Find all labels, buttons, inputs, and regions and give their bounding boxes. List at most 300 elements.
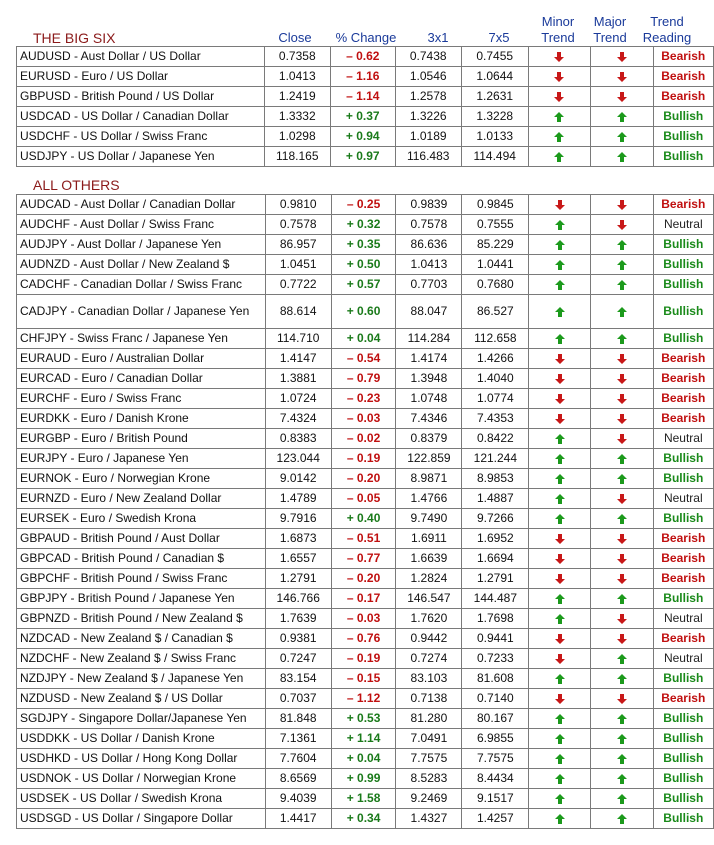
down-arrow-icon: [616, 69, 628, 83]
table-row: [17, 469, 714, 489]
close-cell: 0.7722: [265, 275, 331, 295]
trend-reading-cell: Bullish: [653, 469, 713, 489]
trend-reading-cell: Bearish: [653, 689, 713, 709]
minor-trend-cell: [529, 609, 591, 629]
trend-reading-cell: Bullish: [653, 709, 713, 729]
minor-trend-header-line1: Minor: [541, 14, 575, 29]
value-3x1-cell: 8.5283: [396, 769, 462, 789]
major-trend-cell: [591, 127, 653, 147]
up-arrow-icon: [554, 491, 566, 505]
trend-reading-cell: Bearish: [653, 195, 713, 215]
down-arrow-icon: [616, 691, 628, 705]
value-3x1-cell: 1.4174: [396, 349, 462, 369]
close-cell: 118.165: [264, 147, 330, 167]
table-row: [17, 255, 714, 275]
down-arrow-icon: [616, 551, 628, 565]
change-cell: – 1.14: [330, 87, 395, 107]
value-3x1-cell: 1.3226: [395, 107, 461, 127]
up-arrow-icon: [554, 711, 566, 725]
table-row: [17, 429, 714, 449]
pair-name-cell: CADCHF - Canadian Dollar / Swiss Franc: [17, 275, 266, 295]
change-cell: + 0.99: [331, 769, 396, 789]
close-cell: 88.614: [265, 295, 331, 329]
down-arrow-icon: [616, 431, 628, 445]
trend-reading-cell: Bearish: [653, 67, 714, 87]
minor-trend-cell: [529, 549, 591, 569]
up-arrow-icon: [554, 257, 566, 271]
close-cell: 7.1361: [265, 729, 331, 749]
minor-trend-cell: [529, 275, 591, 295]
change-cell: – 0.03: [331, 609, 396, 629]
value-7x5-cell: 0.7233: [462, 649, 529, 669]
change-cell: + 0.57: [331, 275, 396, 295]
value-7x5-cell: 0.7555: [462, 215, 529, 235]
value-3x1-cell: 1.0413: [396, 255, 462, 275]
down-arrow-icon: [553, 49, 565, 63]
value-3x1-cell: 116.483: [395, 147, 461, 167]
major-trend-cell: [591, 789, 653, 809]
value-3x1-cell: 88.047: [396, 295, 462, 329]
value-3x1-cell: 0.7438: [395, 47, 461, 67]
value-3x1-cell: 0.8379: [396, 429, 462, 449]
trend-reading-cell: Bearish: [653, 409, 713, 429]
table-row: [17, 87, 714, 107]
up-arrow-icon: [554, 811, 566, 825]
down-arrow-icon: [616, 531, 628, 545]
value-7x5-cell: 8.9853: [462, 469, 529, 489]
major-trend-cell: [591, 689, 653, 709]
pair-name-cell: AUDNZD - Aust Dollar / New Zealand $: [17, 255, 266, 275]
trend-reading-cell: Bullish: [653, 509, 713, 529]
major-trend-cell: [591, 409, 653, 429]
down-arrow-icon: [616, 391, 628, 405]
pair-name-cell: USDSEK - US Dollar / Swedish Krona: [17, 789, 266, 809]
major-trend-header-line1: Major: [593, 14, 627, 29]
table-row: [17, 609, 714, 629]
big-six-table: [16, 46, 714, 167]
close-cell: 1.4789: [265, 489, 331, 509]
value-3x1-cell: 1.7620: [396, 609, 462, 629]
trend-reading-header-line2: Reading: [642, 30, 692, 45]
table-row: [17, 67, 714, 87]
close-cell: 1.0724: [265, 389, 331, 409]
major-trend-cell: [591, 107, 653, 127]
pair-name-cell: EURDKK - Euro / Danish Krone: [17, 409, 266, 429]
major-trend-cell: [591, 429, 653, 449]
down-arrow-icon: [553, 69, 565, 83]
up-arrow-icon: [554, 217, 566, 231]
trend-reading-cell: Neutral: [653, 489, 713, 509]
change-cell: – 0.76: [331, 629, 396, 649]
minor-trend-cell: [529, 649, 591, 669]
down-arrow-icon: [553, 89, 565, 103]
value-3x1-cell: 7.0491: [396, 729, 462, 749]
pair-name-cell: USDHKD - US Dollar / Hong Kong Dollar: [17, 749, 266, 769]
close-cell: 0.7247: [265, 649, 331, 669]
trend-reading-cell: Bearish: [653, 529, 713, 549]
pair-name-cell: AUDCHF - Aust Dollar / Swiss Franc: [17, 215, 266, 235]
major-trend-cell: [591, 255, 653, 275]
close-cell: 1.6557: [265, 549, 331, 569]
trend-reading-cell: Bullish: [653, 669, 713, 689]
down-arrow-icon: [554, 551, 566, 565]
table-row: [17, 549, 714, 569]
major-trend-cell: [591, 549, 653, 569]
down-arrow-icon: [616, 611, 628, 625]
table-row: [17, 589, 714, 609]
major-trend-cell: [591, 729, 653, 749]
value-7x5-cell: 0.9441: [462, 629, 529, 649]
close-cell: 0.7037: [265, 689, 331, 709]
up-arrow-icon: [553, 129, 565, 143]
minor-trend-header-line2: Trend: [541, 30, 575, 45]
value-7x5-cell: 0.7140: [462, 689, 529, 709]
value-3x1-cell: 1.0546: [395, 67, 461, 87]
change-cell: – 1.12: [331, 689, 396, 709]
minor-trend-cell: [529, 295, 591, 329]
value-3x1-cell: 1.0748: [396, 389, 462, 409]
trend-reading-cell: Bullish: [653, 449, 713, 469]
down-arrow-icon: [554, 531, 566, 545]
value-3x1-cell: 146.547: [396, 589, 462, 609]
pair-name-cell: EURCHF - Euro / Swiss Franc: [17, 389, 266, 409]
value-7x5-cell: 1.6694: [462, 549, 529, 569]
value-7x5-cell: 114.494: [461, 147, 528, 167]
trend-reading-cell: Bearish: [653, 47, 714, 67]
table-row: [17, 769, 714, 789]
trend-reading-cell: Bullish: [653, 255, 713, 275]
down-arrow-icon: [554, 651, 566, 665]
change-cell: – 0.19: [331, 449, 396, 469]
trend-reading-cell: Neutral: [653, 215, 713, 235]
down-arrow-icon: [554, 351, 566, 365]
value-3x1-cell: 1.2824: [396, 569, 462, 589]
up-arrow-icon: [616, 451, 628, 465]
minor-trend-cell: [529, 569, 591, 589]
value-7x5-cell: 1.7698: [462, 609, 529, 629]
change-cell: – 0.15: [331, 669, 396, 689]
change-cell: – 0.17: [331, 589, 396, 609]
down-arrow-icon: [554, 371, 566, 385]
minor-trend-cell: [529, 235, 591, 255]
minor-trend-cell: [529, 329, 591, 349]
down-arrow-icon: [616, 411, 628, 425]
table-row: [17, 509, 714, 529]
pair-name-cell: GBPUSD - British Pound / US Dollar: [17, 87, 265, 107]
value-7x5-cell: 1.4257: [462, 809, 529, 829]
minor-trend-cell: [529, 709, 591, 729]
up-arrow-icon: [616, 671, 628, 685]
major-trend-header-line2: Trend: [593, 30, 627, 45]
value-3x1-cell: 1.4766: [396, 489, 462, 509]
down-arrow-icon: [554, 691, 566, 705]
close-cell: 1.7639: [265, 609, 331, 629]
major-trend-cell: [591, 569, 653, 589]
close-cell: 83.154: [265, 669, 331, 689]
up-arrow-icon: [554, 277, 566, 291]
up-arrow-icon: [616, 129, 628, 143]
up-arrow-icon: [554, 431, 566, 445]
major-trend-cell: [591, 809, 653, 829]
minor-trend-cell: [529, 809, 591, 829]
value-7x5-cell: 1.2791: [462, 569, 529, 589]
up-arrow-icon: [554, 451, 566, 465]
trend-reading-cell: Bullish: [653, 275, 713, 295]
major-trend-cell: [591, 275, 653, 295]
all-others-table: [16, 194, 714, 829]
value-3x1-cell: 83.103: [396, 669, 462, 689]
value-3x1-cell: 1.4327: [396, 809, 462, 829]
major-trend-cell: [591, 509, 653, 529]
change-cell: – 0.62: [330, 47, 395, 67]
trend-reading-cell: Bearish: [653, 87, 714, 107]
pair-name-cell: EURAUD - Euro / Australian Dollar: [17, 349, 266, 369]
value-7x5-cell: 8.4434: [462, 769, 529, 789]
minor-trend-cell: [529, 589, 591, 609]
value-7x5-cell: 1.0774: [462, 389, 529, 409]
down-arrow-icon: [554, 571, 566, 585]
close-cell: 1.4147: [265, 349, 331, 369]
minor-trend-cell: [528, 107, 590, 127]
major-trend-cell: [591, 449, 653, 469]
change-cell: + 0.40: [331, 509, 396, 529]
value-3x1-cell: 7.4346: [396, 409, 462, 429]
up-arrow-icon: [616, 331, 628, 345]
pair-name-cell: AUDCAD - Aust Dollar / Canadian Dollar: [17, 195, 266, 215]
close-cell: 9.4039: [265, 789, 331, 809]
trend-reading-cell: Bullish: [653, 295, 713, 329]
value-7x5-cell: 1.0441: [462, 255, 529, 275]
table-row: [17, 669, 714, 689]
close-cell: 81.848: [265, 709, 331, 729]
value-7x5-cell: 1.3228: [461, 107, 528, 127]
change-cell: – 0.23: [331, 389, 396, 409]
change-column-header: % Change: [335, 30, 397, 45]
up-arrow-icon: [554, 331, 566, 345]
pair-name-cell: GBPCAD - British Pound / Canadian $: [17, 549, 266, 569]
trend-reading-header-line1: Trend: [650, 14, 684, 29]
change-cell: – 1.16: [330, 67, 395, 87]
trend-reading-cell: Bearish: [653, 369, 713, 389]
value-3x1-cell: 1.2578: [395, 87, 461, 107]
minor-trend-cell: [529, 489, 591, 509]
up-arrow-icon: [554, 671, 566, 685]
trend-reading-cell: Bullish: [653, 749, 713, 769]
change-cell: – 0.02: [331, 429, 396, 449]
value-7x5-cell: 0.8422: [462, 429, 529, 449]
value-7x5-cell: 9.1517: [462, 789, 529, 809]
value-3x1-cell: 0.9839: [396, 195, 462, 215]
major-trend-cell: [591, 389, 653, 409]
change-cell: – 0.20: [331, 569, 396, 589]
up-arrow-icon: [554, 731, 566, 745]
value-3x1-cell: 7.7575: [396, 749, 462, 769]
major-trend-cell: [591, 47, 653, 67]
up-arrow-icon: [616, 149, 628, 163]
up-arrow-icon: [616, 304, 628, 318]
change-cell: – 0.54: [331, 349, 396, 369]
close-cell: 1.2419: [264, 87, 330, 107]
close-cell: 8.6569: [265, 769, 331, 789]
major-trend-cell: [591, 67, 653, 87]
table-row: [17, 689, 714, 709]
value-3x1-cell: 0.9442: [396, 629, 462, 649]
value-7x5-cell: 0.9845: [462, 195, 529, 215]
down-arrow-icon: [616, 217, 628, 231]
trend-reading-cell: Bearish: [653, 549, 713, 569]
pair-name-cell: USDSGD - US Dollar / Singapore Dollar: [17, 809, 266, 829]
change-cell: + 0.53: [331, 709, 396, 729]
trend-reading-cell: Bullish: [653, 235, 713, 255]
value-3x1-cell: 1.6911: [396, 529, 462, 549]
value-3x1-cell: 1.0189: [395, 127, 461, 147]
close-cell: 1.0298: [264, 127, 330, 147]
pair-name-cell: GBPAUD - British Pound / Aust Dollar: [17, 529, 266, 549]
minor-trend-cell: [529, 215, 591, 235]
minor-trend-cell: [529, 729, 591, 749]
up-arrow-icon: [616, 731, 628, 745]
close-cell: 114.710: [265, 329, 331, 349]
value-7x5-cell: 1.4040: [462, 369, 529, 389]
table-row: [17, 569, 714, 589]
pair-name-cell: GBPJPY - British Pound / Japanese Yen: [17, 589, 266, 609]
up-arrow-icon: [616, 811, 628, 825]
table-row: [17, 47, 714, 67]
up-arrow-icon: [616, 237, 628, 251]
trend-reading-cell: Neutral: [653, 649, 713, 669]
down-arrow-icon: [616, 491, 628, 505]
trend-reading-cell: Bullish: [653, 789, 713, 809]
change-cell: + 0.34: [331, 809, 396, 829]
table-row: [17, 215, 714, 235]
pair-name-cell: NZDCHF - New Zealand $ / Swiss Franc: [17, 649, 266, 669]
change-cell: + 1.14: [331, 729, 396, 749]
major-trend-cell: [591, 215, 653, 235]
close-cell: 0.7358: [264, 47, 330, 67]
close-cell: 0.8383: [265, 429, 331, 449]
trend-reading-cell: Bullish: [653, 589, 713, 609]
major-trend-cell: [591, 529, 653, 549]
table-row: [17, 389, 714, 409]
value-7x5-cell: 1.4266: [462, 349, 529, 369]
minor-trend-cell: [529, 529, 591, 549]
up-arrow-icon: [554, 471, 566, 485]
value-7x5-cell: 7.4353: [462, 409, 529, 429]
all-others-title: ALL OTHERS: [33, 177, 120, 193]
change-cell: – 0.05: [331, 489, 396, 509]
pair-name-cell: USDDKK - US Dollar / Danish Krone: [17, 729, 266, 749]
up-arrow-icon: [616, 257, 628, 271]
trend-reading-cell: Neutral: [653, 429, 713, 449]
7x5-column-header: 7x5: [488, 30, 510, 45]
major-trend-cell: [591, 749, 653, 769]
down-arrow-icon: [616, 351, 628, 365]
major-trend-cell: [591, 147, 653, 167]
value-7x5-cell: 6.9855: [462, 729, 529, 749]
value-3x1-cell: 1.3948: [396, 369, 462, 389]
change-cell: + 0.37: [330, 107, 395, 127]
value-3x1-cell: 0.7138: [396, 689, 462, 709]
down-arrow-icon: [616, 371, 628, 385]
down-arrow-icon: [616, 571, 628, 585]
close-cell: 7.7604: [265, 749, 331, 769]
close-column-header: Close: [278, 30, 312, 45]
value-7x5-cell: 1.0133: [461, 127, 528, 147]
major-trend-cell: [591, 589, 653, 609]
change-cell: + 0.97: [330, 147, 395, 167]
pair-name-cell: EURNOK - Euro / Norwegian Krone: [17, 469, 266, 489]
minor-trend-cell: [529, 349, 591, 369]
change-cell: + 1.58: [331, 789, 396, 809]
up-arrow-icon: [616, 711, 628, 725]
up-arrow-icon: [616, 771, 628, 785]
down-arrow-icon: [554, 631, 566, 645]
change-cell: + 0.50: [331, 255, 396, 275]
value-7x5-cell: 1.6952: [462, 529, 529, 549]
trend-reading-cell: Bullish: [653, 147, 714, 167]
table-row: [17, 409, 714, 429]
major-trend-cell: [591, 235, 653, 255]
value-7x5-cell: 121.244: [462, 449, 529, 469]
down-arrow-icon: [554, 411, 566, 425]
trend-reading-cell: Bullish: [653, 809, 713, 829]
trend-reading-cell: Neutral: [653, 609, 713, 629]
change-cell: – 0.19: [331, 649, 396, 669]
trend-reading-cell: Bullish: [653, 769, 713, 789]
value-7x5-cell: 0.7680: [462, 275, 529, 295]
up-arrow-icon: [616, 511, 628, 525]
minor-trend-cell: [529, 769, 591, 789]
down-arrow-icon: [616, 197, 628, 211]
value-7x5-cell: 81.608: [462, 669, 529, 689]
up-arrow-icon: [554, 304, 566, 318]
value-3x1-cell: 0.7703: [396, 275, 462, 295]
value-7x5-cell: 86.527: [462, 295, 529, 329]
up-arrow-icon: [554, 791, 566, 805]
pair-name-cell: USDCHF - US Dollar / Swiss Franc: [17, 127, 265, 147]
major-trend-cell: [591, 349, 653, 369]
close-cell: 86.957: [265, 235, 331, 255]
value-7x5-cell: 1.2631: [461, 87, 528, 107]
up-arrow-icon: [616, 109, 628, 123]
value-3x1-cell: 1.6639: [396, 549, 462, 569]
up-arrow-icon: [616, 751, 628, 765]
value-3x1-cell: 8.9871: [396, 469, 462, 489]
pair-name-cell: GBPCHF - British Pound / Swiss Franc: [17, 569, 266, 589]
close-cell: 1.4417: [265, 809, 331, 829]
minor-trend-cell: [528, 127, 590, 147]
value-3x1-cell: 81.280: [396, 709, 462, 729]
close-cell: 1.0451: [265, 255, 331, 275]
minor-trend-cell: [528, 147, 590, 167]
pair-name-cell: NZDJPY - New Zealand $ / Japanese Yen: [17, 669, 266, 689]
minor-trend-cell: [529, 669, 591, 689]
value-3x1-cell: 0.7578: [396, 215, 462, 235]
trend-reading-cell: Bearish: [653, 389, 713, 409]
minor-trend-cell: [529, 629, 591, 649]
close-cell: 1.2791: [265, 569, 331, 589]
trend-reading-cell: Bearish: [653, 569, 713, 589]
pair-name-cell: USDCAD - US Dollar / Canadian Dollar: [17, 107, 265, 127]
table-row: [17, 349, 714, 369]
major-trend-cell: [591, 629, 653, 649]
table-row: [17, 749, 714, 769]
minor-trend-cell: [529, 749, 591, 769]
major-trend-cell: [591, 669, 653, 689]
up-arrow-icon: [616, 591, 628, 605]
table-row: [17, 147, 714, 167]
up-arrow-icon: [616, 277, 628, 291]
